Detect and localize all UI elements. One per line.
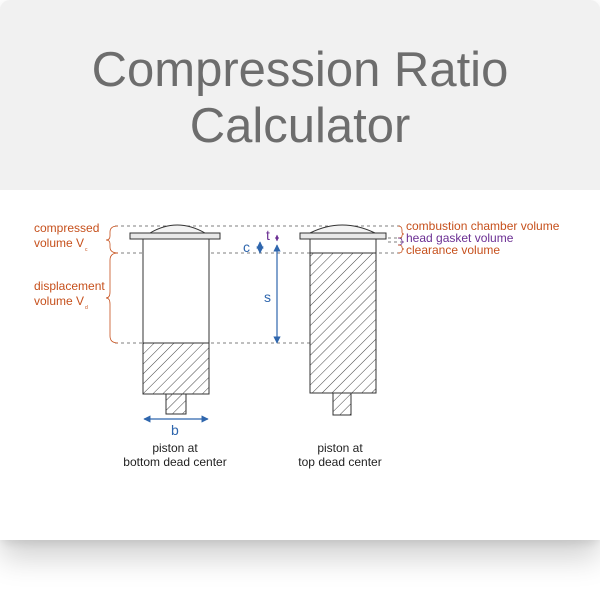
caption-tdc-line2: top dead center xyxy=(298,455,382,469)
cylinder-bore-bdc xyxy=(143,239,209,343)
rod-bdc xyxy=(166,394,186,414)
displacement-volume-line2: volume $V_d$ xyxy=(34,294,88,311)
dimension-t: t xyxy=(266,227,270,243)
brace-compressed xyxy=(106,226,118,253)
caption-bdc-line2: bottom dead center xyxy=(123,455,227,469)
combustion-chamber-label: combustion chamber volume xyxy=(406,219,560,233)
caption-bdc-line1: piston at xyxy=(152,441,198,455)
page-title xyxy=(0,42,600,154)
caption-tdc-line1: piston at xyxy=(317,441,363,455)
clearance-volume-label: clearance volume xyxy=(406,243,501,257)
compression-diagram xyxy=(0,190,600,540)
dimension-c: c xyxy=(243,239,250,255)
head-plate-tdc xyxy=(300,233,386,239)
head-plate-bdc xyxy=(130,233,220,239)
head-gasket-label: head gasket volume xyxy=(406,231,514,245)
rod-tdc xyxy=(333,393,351,415)
diagram-panel xyxy=(0,190,600,540)
brace-combustion xyxy=(398,226,404,238)
clearance-space-tdc xyxy=(310,239,376,253)
cylinder-bdc xyxy=(130,225,220,414)
title-line-1: Compression Ratio xyxy=(91,43,509,97)
piston-bdc xyxy=(143,343,209,394)
compressed-volume-line2: volume $V_c$ xyxy=(34,236,88,253)
piston-tdc xyxy=(310,253,376,393)
brace-gasket xyxy=(398,238,404,245)
brace-clearance xyxy=(398,245,404,253)
dimension-b: b xyxy=(171,422,179,438)
brace-displacement xyxy=(106,253,118,343)
dimension-s: s xyxy=(264,289,271,305)
cylinder-tdc xyxy=(300,225,386,415)
displacement-volume-line1: displacement xyxy=(34,279,105,293)
compressed-volume-line1: compressed xyxy=(34,221,100,235)
title-line-2: Calculator xyxy=(189,99,411,153)
